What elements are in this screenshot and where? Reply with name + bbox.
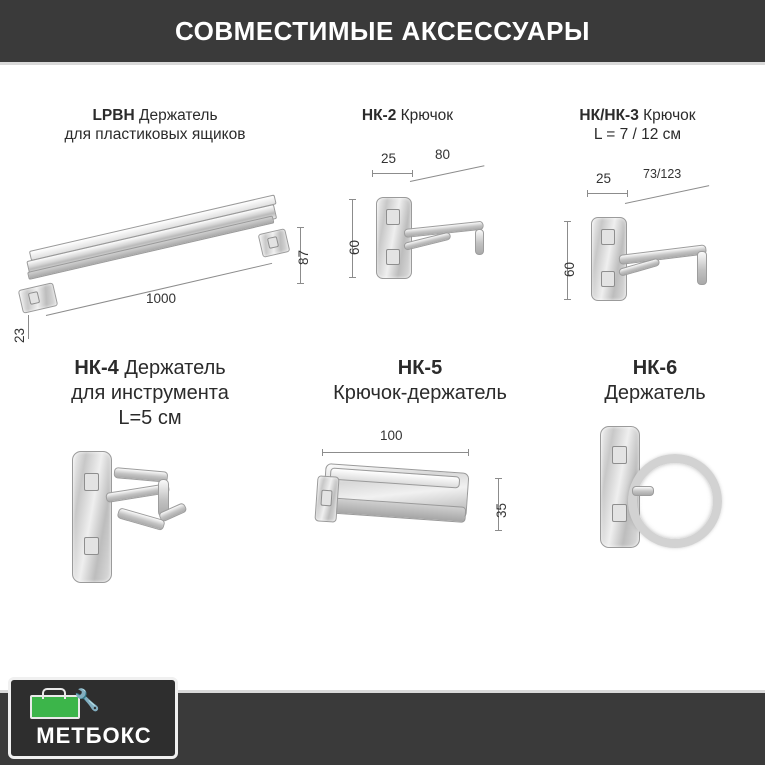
item-name-line1: Держатель — [604, 382, 706, 404]
item-illustration-nk5 — [290, 406, 550, 586]
item-card-nk4 — [10, 356, 290, 611]
mount-slot-bottom — [386, 249, 400, 265]
item-code: НК-2 — [361, 107, 397, 124]
dim-tick-35-top — [495, 478, 502, 479]
dim-label-80: 80 — [435, 147, 451, 163]
item-code: НК-5 — [397, 357, 443, 379]
mount-slot-bottom — [601, 271, 615, 287]
dim-label-23: 23 — [12, 327, 27, 343]
dim-line-60 — [567, 221, 568, 299]
toolbox-handle-icon — [42, 688, 66, 699]
mount-slot-top — [601, 229, 615, 245]
item-card-nk6 — [550, 356, 760, 586]
dim-tick-60-top — [349, 199, 356, 200]
mount-slot-top — [386, 209, 400, 225]
mount-slot-bottom — [84, 537, 99, 555]
item-code: НК-4 — [74, 357, 119, 379]
item-name-line2: для пластиковых ящиков — [64, 126, 246, 144]
item-caption-nk6 — [550, 356, 760, 406]
holder-ring — [628, 454, 722, 548]
item-name-line1: Держатель — [138, 107, 218, 124]
item-illustration-nk4 — [10, 431, 290, 611]
item-card-nk5 — [290, 356, 550, 586]
mount-slot-bottom — [612, 504, 627, 522]
header-bar — [0, 0, 765, 65]
mount-slot-top — [612, 446, 627, 464]
dim-tick-25-left — [372, 170, 373, 177]
wrench-icon: 🔧 — [74, 689, 101, 712]
dim-label-25: 25 — [596, 170, 612, 186]
dim-line-25 — [372, 173, 412, 174]
dim-line-100 — [322, 452, 468, 453]
dim-line-73-123 — [625, 185, 709, 204]
item-name-line1: Крючок — [400, 107, 454, 124]
item-name-line1: Крючок — [643, 107, 696, 124]
dim-tick-100-right — [468, 449, 469, 456]
item-illustration-lpbh — [10, 145, 311, 345]
dim-line-80 — [410, 166, 485, 183]
dim-tick-25-right — [627, 190, 628, 197]
item-name-line1: Держатель — [124, 357, 226, 379]
dim-line-23 — [28, 315, 29, 339]
brand-logo[interactable] — [8, 677, 178, 759]
item-card-nk3 — [515, 106, 760, 345]
mount-slot-top — [84, 473, 99, 491]
item-caption-nk4 — [10, 356, 290, 431]
dim-label-60: 60 — [562, 261, 577, 277]
ring-stem — [632, 486, 654, 496]
hook-arm — [618, 244, 707, 265]
hook-tip — [697, 251, 707, 285]
brand-name: МЕТБОКС — [36, 723, 152, 748]
dim-label-73-123: 73/123 — [643, 166, 682, 181]
item-illustration-nk2 — [300, 125, 515, 325]
dim-tick-60-bottom — [349, 277, 356, 278]
dim-line-60 — [352, 199, 353, 277]
hook-tip — [475, 229, 484, 255]
item-code: LPBH — [92, 107, 135, 124]
toolbox-icon — [24, 687, 101, 715]
dim-tick-25-left — [587, 190, 588, 197]
dim-tick-100-left — [322, 449, 323, 456]
dim-label-60: 60 — [347, 240, 362, 256]
item-name-line2: для инструмента — [71, 382, 229, 404]
item-code: НК-6 — [632, 357, 678, 379]
item-name-line1: Крючок-держатель — [333, 382, 507, 404]
item-name-line2: L = 7 / 12 см — [593, 126, 682, 144]
dim-tick-35-bottom — [495, 530, 502, 531]
accessories-grid — [0, 66, 765, 686]
dim-label-25: 25 — [381, 151, 397, 167]
dim-line-1000 — [46, 263, 272, 316]
item-caption-lpbh — [10, 106, 300, 145]
item-illustration-nk6 — [550, 406, 760, 586]
item-caption-nk2 — [300, 106, 515, 125]
dim-tick-60-top — [564, 221, 571, 222]
dim-label-1000: 1000 — [146, 290, 177, 306]
mount-plate — [72, 451, 112, 583]
dim-tick-25-right — [412, 170, 413, 177]
dim-line-25 — [587, 193, 627, 194]
item-code: НК/НК-3 — [579, 107, 639, 124]
item-caption-nk5 — [290, 356, 550, 406]
dim-label-87: 87 — [296, 249, 311, 265]
mount-tab-slot — [320, 490, 332, 507]
item-card-nk2 — [300, 106, 515, 325]
dim-tick-60-bottom — [564, 299, 571, 300]
dim-label-100: 100 — [380, 428, 403, 443]
item-illustration-nk3 — [515, 145, 760, 345]
item-card-lpbh — [10, 106, 311, 345]
item-name-line3: L=5 см — [118, 407, 182, 429]
page-title: СОВМЕСТИМЫЕ АКСЕССУАРЫ — [175, 15, 590, 46]
item-caption-nk3 — [515, 106, 760, 145]
dim-label-35: 35 — [494, 502, 509, 518]
